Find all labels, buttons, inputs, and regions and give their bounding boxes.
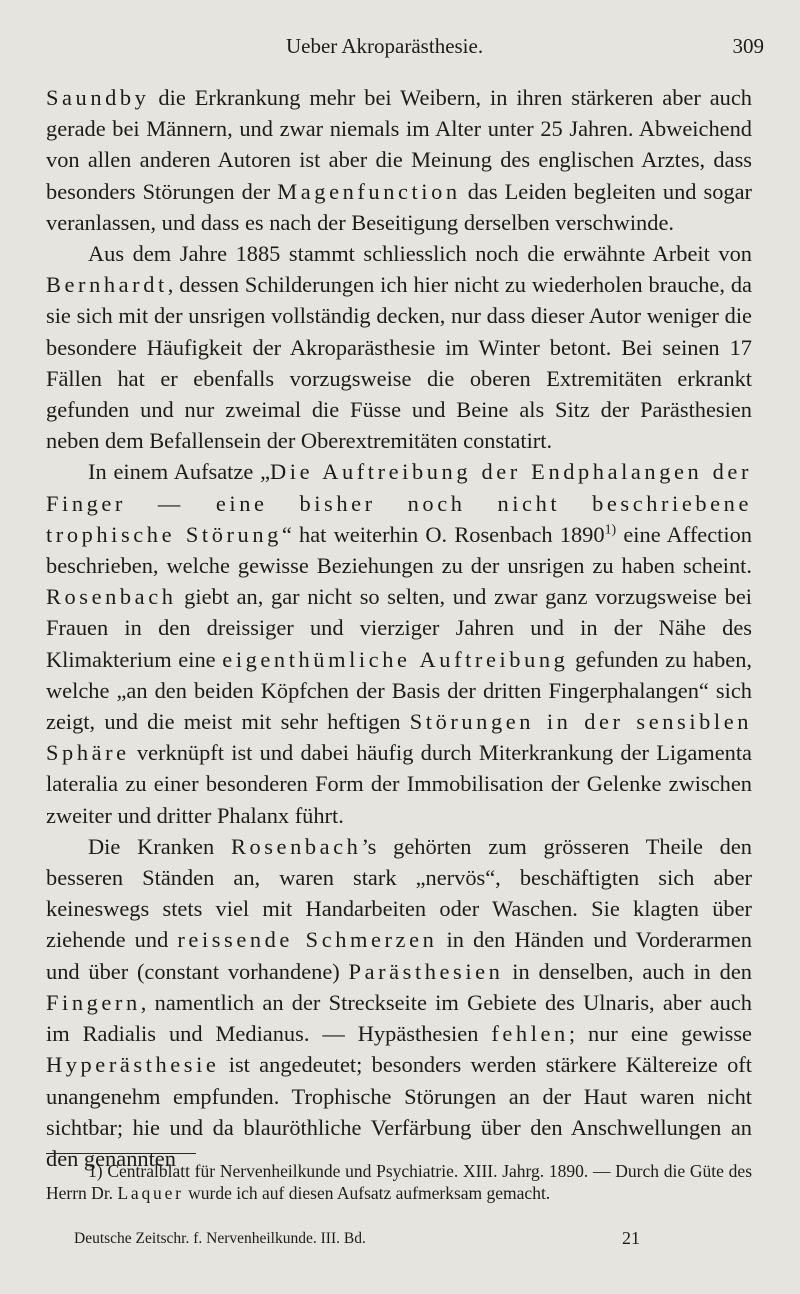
spaced-emphasis: Magenfunction (277, 178, 461, 204)
footnote-ref: 1) (604, 522, 617, 538)
spaced-emphasis: Rosenbach (46, 584, 177, 610)
spaced-emphasis: Laquer (117, 1183, 184, 1203)
spaced-emphasis: reissende Schmerzen (177, 927, 438, 953)
text-run: verknüpft ist und dabei häufig durch Miterkrankung der Ligamenta lateralia zu einer besonderen Form der Immobilisation der Gelenke zwischen zweiter und dritter Phalanx führt. (46, 740, 752, 828)
text-run: giebt an, gar nicht so selten, und zwar ganz vorzugsweise bei Frauen in den dreissiger und vierziger Jahren und in der Nähe des Klimakterium eine (46, 584, 752, 672)
footnote-text (46, 1160, 752, 1204)
text-run: , namentlich an der Streckseite im Gebiete des Ulnaris, aber auch im Radialis und Medianus. — Hypästhesien (46, 989, 752, 1047)
text-run: gefunden zu haben, welche „an den beiden Köpfchen der Basis der dritten Fingerphalangen“ sich zeigt, und die meist mit sehr heftigen (46, 646, 752, 735)
spaced-emphasis: Die Auftreibung der Endphalangen der Finger — eine bisher noch nicht beschriebene trophische Störung (46, 459, 752, 547)
running-title: Ueber Akroparästhesie. (286, 34, 484, 58)
text-run: die Erkrankung mehr bei Weibern, in ihren stärkeren aber auch gerade bei Männern, und zwar niemals im Alter unter 25 Jahren. Abweichend von allen anderen Autoren ist aber die Meinung des englischen Arztes, dass besonders Störungen der (46, 85, 752, 204)
paragraph (46, 82, 752, 238)
spaced-emphasis: Saundby (46, 85, 150, 110)
text-run: 1) Centralblatt für Nervenheilkunde und Psychiatrie. XIII. Jahrg. 1890. — Durch die Güte des Herrn Dr. (46, 1161, 752, 1203)
text-run: in denselben, auch in den (503, 958, 753, 984)
text-run: In einem Aufsatze „ (88, 459, 271, 485)
text-run: , dessen Schilderungen ich hier nicht zu wiederholen brauche, da sie sich mit der unsrigen vollständig decken, nur dass dieser Autor weniger die besondere Häufigkeit der Akroparästhesie im Winter betont. Bei seinen 17 Fällen hat er ebenfalls vorzugsweise die oberen Extremitäten erkrankt gefunden und nur zweimal die Füsse und Beine als Sitz der Parästhesien neben dem Befallensein der Oberextremitäten constatirt. (46, 272, 752, 454)
spaced-emphasis: Parästhesien (348, 958, 504, 984)
text-run: Aus dem Jahre 1885 stammt schliesslich noch die erwähnte Arbeit von (88, 241, 752, 267)
spaced-emphasis: Rosenbach (230, 833, 362, 859)
body-text (46, 82, 752, 1174)
text-run: Die Kranken (88, 833, 231, 859)
text-run: wurde ich auf diesen Aufsatz aufmerksam gemacht. (183, 1183, 551, 1203)
text-run: eine Affection beschrieben, welche gewisse Beziehungen zu der unsrigen zu haben scheint. (46, 521, 752, 579)
running-header (46, 34, 764, 64)
text-run: ; nur eine gewisse (568, 1021, 752, 1047)
paragraph (46, 238, 752, 456)
bibliographic-line: Deutsche Zeitschr. f. Nervenheilkunde. III. Bd. (74, 1230, 366, 1247)
spaced-emphasis: Bernhardt (46, 272, 168, 298)
text-run: “ hat weiterhin O. Rosenbach 1890 (281, 521, 605, 547)
footnote-rule (46, 1153, 196, 1154)
footnote (46, 1160, 752, 1204)
text-run: ’s gehörten zum grösseren Theile den besseren Ständen an, waren stark „nervös“, beschäftigten sich aber keineswegs stets viel mit Handarbeiten oder Waschen. Sie klagten über ziehende und (46, 833, 752, 953)
text-run: ist angedeutet; besonders werden stärkere Kältereize oft unangenehm empfunden. Trophische Störungen an der Haut waren nicht sichtbar; hie und da blauröthliche Verfärbung über den Anschwellungen an den genannten (46, 1052, 752, 1171)
spaced-emphasis: fehlen (491, 1021, 569, 1047)
spaced-emphasis: Hyperästhesie (46, 1052, 220, 1078)
spaced-emphasis: Störungen in der sensiblen Sphäre (46, 709, 753, 766)
spaced-emphasis: Fingern (46, 989, 141, 1015)
paragraph (46, 831, 752, 1174)
paragraph (46, 456, 752, 830)
spaced-emphasis: eigenthümliche Auftreibung (222, 646, 569, 672)
text-run: in den Händen und Vorderarmen und über (constant vorhandene) (46, 927, 753, 984)
text-run: das Leiden begleiten und sogar veranlassen, und dass es nach der Beseitigung derselben verschwinde. (46, 178, 752, 235)
page-number: 309 (732, 34, 764, 58)
signature-mark: 21 (622, 1228, 640, 1248)
